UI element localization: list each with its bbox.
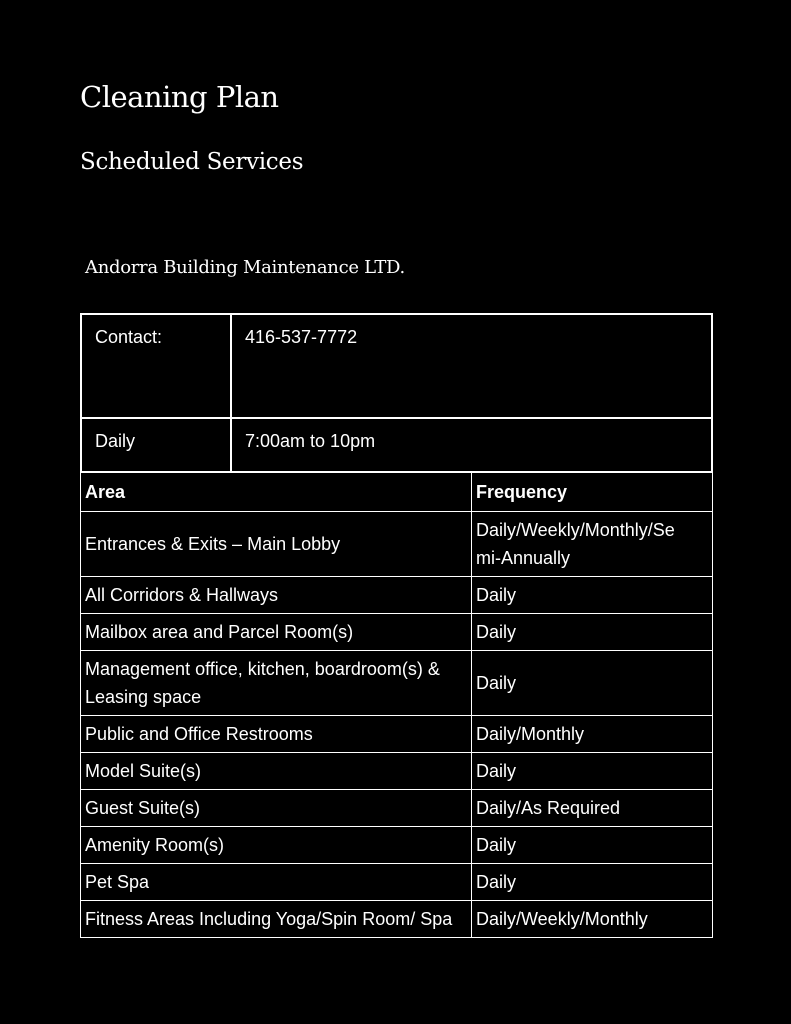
frequency-cell: Daily [472, 614, 713, 651]
frequency-cell: Daily/Weekly/Monthly/Se mi-Annually [472, 512, 713, 577]
contact-phone: 416-537-7772 [231, 314, 712, 418]
table-row [81, 753, 713, 790]
table-row [81, 827, 713, 864]
frequency-cell: Daily [472, 577, 713, 614]
page-title: Cleaning Plan [80, 80, 279, 114]
contact-label: Contact: [81, 314, 231, 418]
area-cell: All Corridors & Hallways [81, 577, 472, 614]
frequency-cell: Daily/As Required [472, 790, 713, 827]
table-row [81, 614, 713, 651]
frequency-cell: Daily [472, 651, 713, 716]
table-row [81, 864, 713, 901]
area-cell: Entrances & Exits – Main Lobby [81, 512, 472, 577]
hours-label: Daily [81, 418, 231, 472]
frequency-cell: Daily [472, 753, 713, 790]
table-row [81, 716, 713, 753]
hours-value: 7:00am to 10pm [231, 418, 712, 472]
table-row [81, 790, 713, 827]
table-row [81, 577, 713, 614]
area-cell: Mailbox area and Parcel Room(s) [81, 614, 472, 651]
table-row [81, 512, 713, 577]
table-header-row [81, 473, 713, 512]
cleaning-schedule-table [80, 472, 713, 938]
area-cell: Amenity Room(s) [81, 827, 472, 864]
frequency-cell: Daily/Weekly/Monthly [472, 901, 713, 938]
area-cell: Model Suite(s) [81, 753, 472, 790]
frequency-cell: Daily [472, 827, 713, 864]
area-cell: Guest Suite(s) [81, 790, 472, 827]
area-cell: Management office, kitchen, boardroom(s) & Leasing space [81, 651, 472, 716]
frequency-cell: Daily/Monthly [472, 716, 713, 753]
column-header-area: Area [81, 473, 472, 512]
area-cell: Public and Office Restrooms [81, 716, 472, 753]
contact-row [81, 314, 712, 418]
area-cell: Fitness Areas Including Yoga/Spin Room/ Spa [81, 901, 472, 938]
area-cell: Pet Spa [81, 864, 472, 901]
contact-table [80, 313, 713, 473]
page-subtitle: Scheduled Services [80, 149, 304, 175]
column-header-frequency: Frequency [472, 473, 713, 512]
company-name: Andorra Building Maintenance LTD. [85, 257, 405, 278]
hours-row [81, 418, 712, 472]
table-row [81, 901, 713, 938]
frequency-cell: Daily [472, 864, 713, 901]
table-row [81, 651, 713, 716]
